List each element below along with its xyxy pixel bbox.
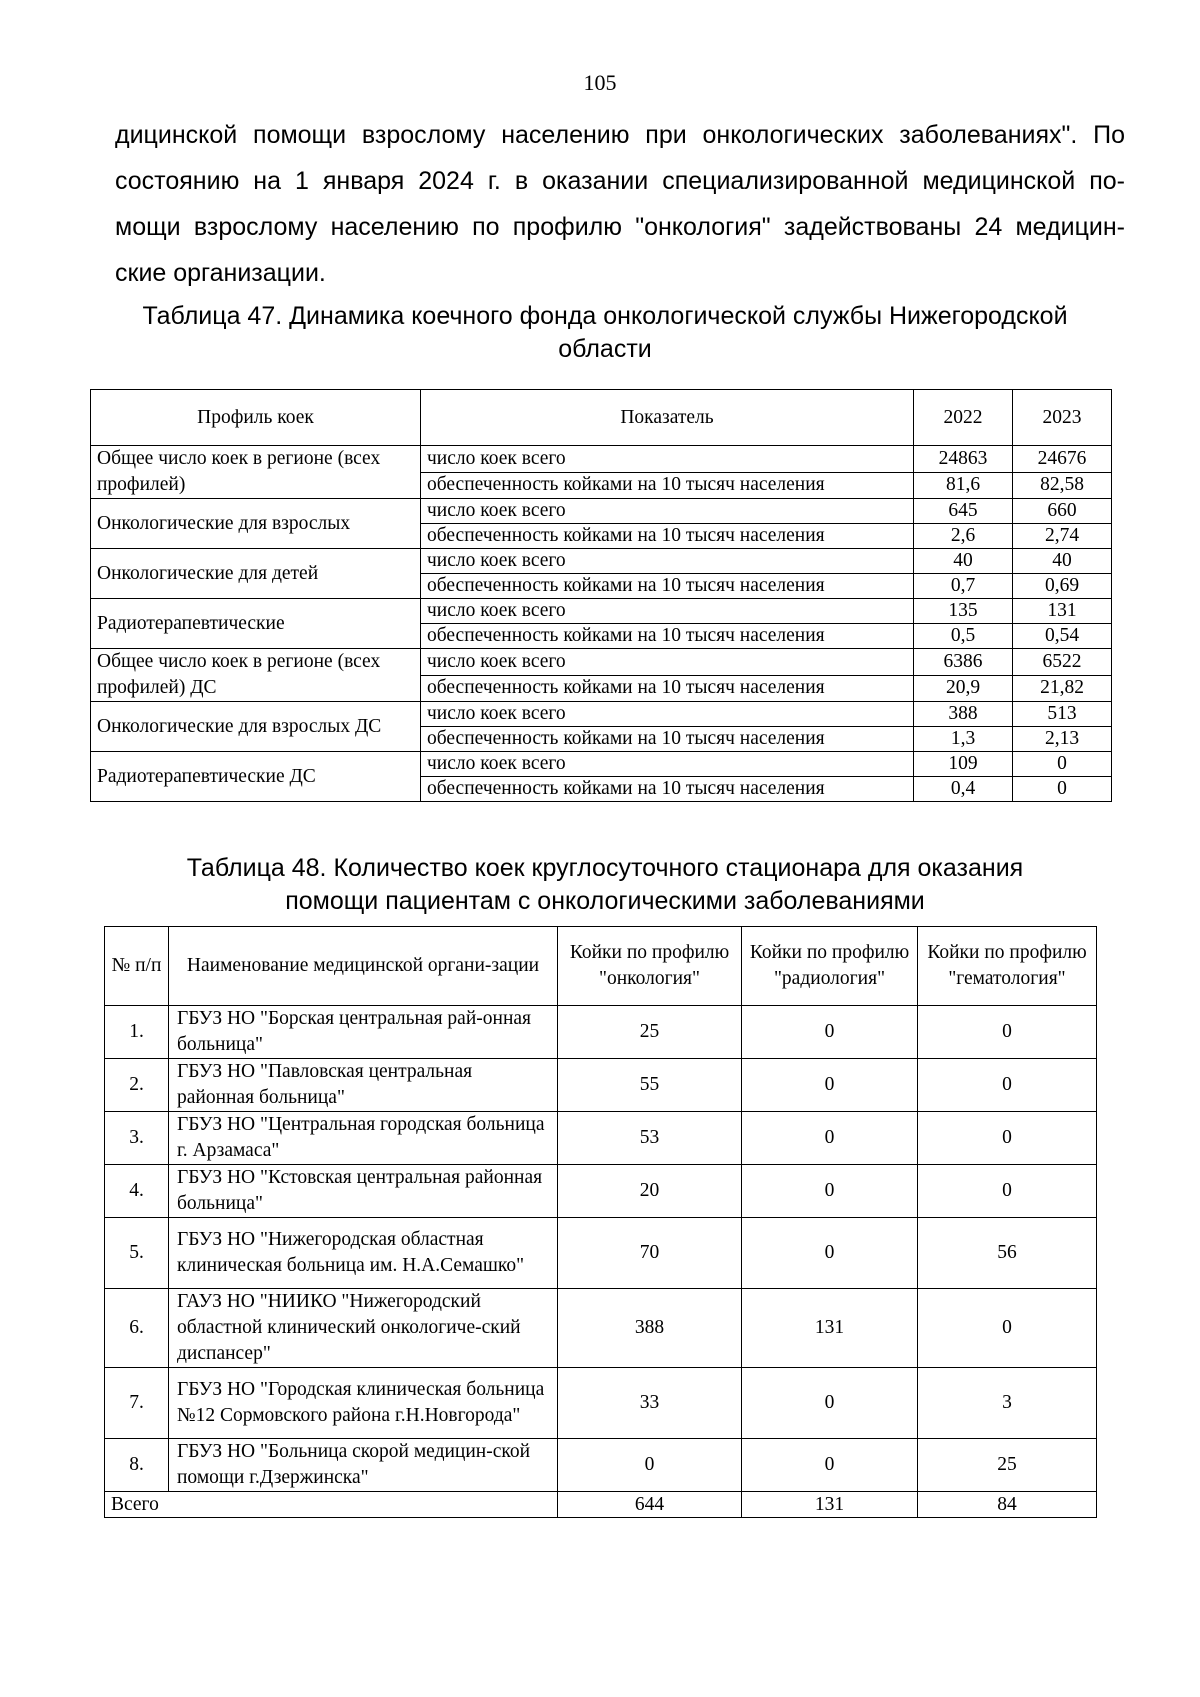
hematology-beds-cell: 0 <box>918 1006 1097 1059</box>
value-2023-cell: 24676 <box>1013 446 1112 473</box>
row-number-cell: 1. <box>105 1006 169 1059</box>
value-2022-cell: 109 <box>914 752 1013 777</box>
table48-caption <box>90 852 1120 918</box>
table48-body <box>105 1006 1097 1518</box>
oncology-beds-cell: 20 <box>558 1165 742 1218</box>
organization-cell: ГБУЗ НО "Нижегородская областная клиническая больница им. Н.А.Семашко" <box>169 1218 558 1289</box>
indicator-cell: число коек всего <box>421 499 914 524</box>
body-paragraph <box>115 112 1125 296</box>
organization-cell: ГАУЗ НО "НИИКО "Нижегородский областной клинический онкологиче-ский диспансер" <box>169 1289 558 1368</box>
table-row <box>105 1059 1097 1112</box>
table-row <box>105 1368 1097 1439</box>
organization-cell: ГБУЗ НО "Центральная городская больница г. Арзамаса" <box>169 1112 558 1165</box>
row-number-cell: 3. <box>105 1112 169 1165</box>
value-2022-cell: 0,7 <box>914 574 1013 599</box>
value-2022-cell: 645 <box>914 499 1013 524</box>
organization-cell: ГБУЗ НО "Кстовская центральная районная больница" <box>169 1165 558 1218</box>
value-2023-cell: 0,54 <box>1013 624 1112 649</box>
radiology-beds-cell: 0 <box>742 1218 918 1289</box>
row-number-cell: 5. <box>105 1218 169 1289</box>
radiology-beds-cell: 0 <box>742 1165 918 1218</box>
value-2023-cell: 40 <box>1013 549 1112 574</box>
radiology-beds-cell: 0 <box>742 1439 918 1492</box>
value-2022-cell: 388 <box>914 702 1013 727</box>
hematology-beds-cell: 0 <box>918 1289 1097 1368</box>
value-2022-cell: 0,5 <box>914 624 1013 649</box>
organization-cell: ГБУЗ НО "Борская центральная рай-онная больница" <box>169 1006 558 1059</box>
indicator-cell: обеспеченность койками на 10 тысяч населения <box>421 727 914 752</box>
total-oncology-cell: 644 <box>558 1492 742 1518</box>
total-row <box>105 1492 1097 1518</box>
indicator-cell: обеспеченность койками на 10 тысяч населения <box>421 675 914 702</box>
value-2022-cell: 6386 <box>914 649 1013 676</box>
hematology-beds-cell: 0 <box>918 1059 1097 1112</box>
paragraph-line: мощи взрослому населению по профилю "онкология" задействованы 24 медицин- <box>115 213 1125 241</box>
value-2022-cell: 2,6 <box>914 524 1013 549</box>
value-2023-cell: 0 <box>1013 752 1112 777</box>
column-header: Профиль коек <box>91 390 421 446</box>
value-2023-cell: 660 <box>1013 499 1112 524</box>
table-row <box>91 649 1112 676</box>
table-row <box>91 752 1112 777</box>
table-oncology-beds <box>104 926 1097 1518</box>
hematology-beds-cell: 0 <box>918 1165 1097 1218</box>
value-2022-cell: 81,6 <box>914 472 1013 499</box>
table-bed-fund-dynamics <box>90 389 1112 802</box>
indicator-cell: обеспеченность койками на 10 тысяч населения <box>421 777 914 802</box>
row-number-cell: 4. <box>105 1165 169 1218</box>
profile-cell: Радиотерапевтические <box>91 599 421 649</box>
column-header: Койки по профилю "гематология" <box>918 927 1097 1006</box>
table-row <box>91 446 1112 473</box>
indicator-cell: число коек всего <box>421 649 914 676</box>
value-2023-cell: 2,74 <box>1013 524 1112 549</box>
oncology-beds-cell: 55 <box>558 1059 742 1112</box>
profile-cell: Общее число коек в регионе (всех профилей) <box>91 446 421 499</box>
oncology-beds-cell: 33 <box>558 1368 742 1439</box>
indicator-cell: обеспеченность койками на 10 тысяч населения <box>421 472 914 499</box>
value-2023-cell: 21,82 <box>1013 675 1112 702</box>
column-header: Показатель <box>421 390 914 446</box>
table-row <box>91 499 1112 524</box>
table-row <box>105 1439 1097 1492</box>
paragraph-line: состоянию на 1 января 2024 г. в оказании специализированной медицинской по- <box>115 167 1125 195</box>
radiology-beds-cell: 131 <box>742 1289 918 1368</box>
total-hematology-cell: 84 <box>918 1492 1097 1518</box>
column-header: Наименование медицинской органи-зации <box>169 927 558 1006</box>
column-header: № п/п <box>105 927 169 1006</box>
oncology-beds-cell: 53 <box>558 1112 742 1165</box>
hematology-beds-cell: 3 <box>918 1368 1097 1439</box>
hematology-beds-cell: 0 <box>918 1112 1097 1165</box>
profile-cell: Онкологические для взрослых ДС <box>91 702 421 752</box>
indicator-cell: число коек всего <box>421 599 914 624</box>
table-row <box>91 702 1112 727</box>
oncology-beds-cell: 70 <box>558 1218 742 1289</box>
column-header: 2023 <box>1013 390 1112 446</box>
oncology-beds-cell: 25 <box>558 1006 742 1059</box>
oncology-beds-cell: 0 <box>558 1439 742 1492</box>
organization-cell: ГБУЗ НО "Городская клиническая больница №12 Сормовского района г.Н.Новгорода" <box>169 1368 558 1439</box>
indicator-cell: число коек всего <box>421 446 914 473</box>
total-label-cell: Всего <box>105 1492 558 1518</box>
table-row <box>91 549 1112 574</box>
value-2023-cell: 0,69 <box>1013 574 1112 599</box>
table47-body <box>91 446 1112 802</box>
value-2023-cell: 2,13 <box>1013 727 1112 752</box>
profile-cell: Общее число коек в регионе (всех профилей) ДС <box>91 649 421 702</box>
page-number: 105 <box>583 70 617 95</box>
column-header: Койки по профилю "радиология" <box>742 927 918 1006</box>
table-row <box>91 599 1112 624</box>
oncology-beds-cell: 388 <box>558 1289 742 1368</box>
indicator-cell: число коек всего <box>421 702 914 727</box>
total-radiology-cell: 131 <box>742 1492 918 1518</box>
value-2023-cell: 513 <box>1013 702 1112 727</box>
profile-cell: Радиотерапевтические ДС <box>91 752 421 802</box>
indicator-cell: обеспеченность койками на 10 тысяч населения <box>421 624 914 649</box>
row-number-cell: 2. <box>105 1059 169 1112</box>
hematology-beds-cell: 56 <box>918 1218 1097 1289</box>
table-row <box>105 1289 1097 1368</box>
table-row <box>105 1165 1097 1218</box>
radiology-beds-cell: 0 <box>742 1059 918 1112</box>
value-2023-cell: 131 <box>1013 599 1112 624</box>
value-2023-cell: 6522 <box>1013 649 1112 676</box>
caption-line: помощи пациентам с онкологическими заболеваниями <box>285 887 925 915</box>
table-row <box>105 1112 1097 1165</box>
value-2022-cell: 20,9 <box>914 675 1013 702</box>
indicator-cell: число коек всего <box>421 549 914 574</box>
paragraph-line: ские организации. <box>115 259 326 287</box>
value-2022-cell: 0,4 <box>914 777 1013 802</box>
paragraph-line: дицинской помощи взрослому населению при онкологических заболеваниях". По <box>115 121 1125 149</box>
row-number-cell: 7. <box>105 1368 169 1439</box>
profile-cell: Онкологические для детей <box>91 549 421 599</box>
radiology-beds-cell: 0 <box>742 1112 918 1165</box>
value-2023-cell: 82,58 <box>1013 472 1112 499</box>
value-2022-cell: 40 <box>914 549 1013 574</box>
table-row <box>105 1218 1097 1289</box>
caption-line: области <box>558 335 652 363</box>
column-header: Койки по профилю "онкология" <box>558 927 742 1006</box>
profile-cell: Онкологические для взрослых <box>91 499 421 549</box>
row-number-cell: 6. <box>105 1289 169 1368</box>
value-2022-cell: 135 <box>914 599 1013 624</box>
row-number-cell: 8. <box>105 1439 169 1492</box>
value-2022-cell: 24863 <box>914 446 1013 473</box>
radiology-beds-cell: 0 <box>742 1006 918 1059</box>
indicator-cell: обеспеченность койками на 10 тысяч населения <box>421 574 914 599</box>
organization-cell: ГБУЗ НО "Больница скорой медицин-ской помощи г.Дзержинска" <box>169 1439 558 1492</box>
hematology-beds-cell: 25 <box>918 1439 1097 1492</box>
indicator-cell: число коек всего <box>421 752 914 777</box>
value-2022-cell: 1,3 <box>914 727 1013 752</box>
caption-line: Таблица 47. Динамика коечного фонда онкологической службы Нижегородской <box>142 302 1068 330</box>
organization-cell: ГБУЗ НО "Павловская центральная районная больница" <box>169 1059 558 1112</box>
table-row <box>105 1006 1097 1059</box>
radiology-beds-cell: 0 <box>742 1368 918 1439</box>
indicator-cell: обеспеченность койками на 10 тысяч населения <box>421 524 914 549</box>
caption-line: Таблица 48. Количество коек круглосуточного стационара для оказания <box>186 854 1024 882</box>
value-2023-cell: 0 <box>1013 777 1112 802</box>
table47-caption <box>90 300 1120 366</box>
column-header: 2022 <box>914 390 1013 446</box>
